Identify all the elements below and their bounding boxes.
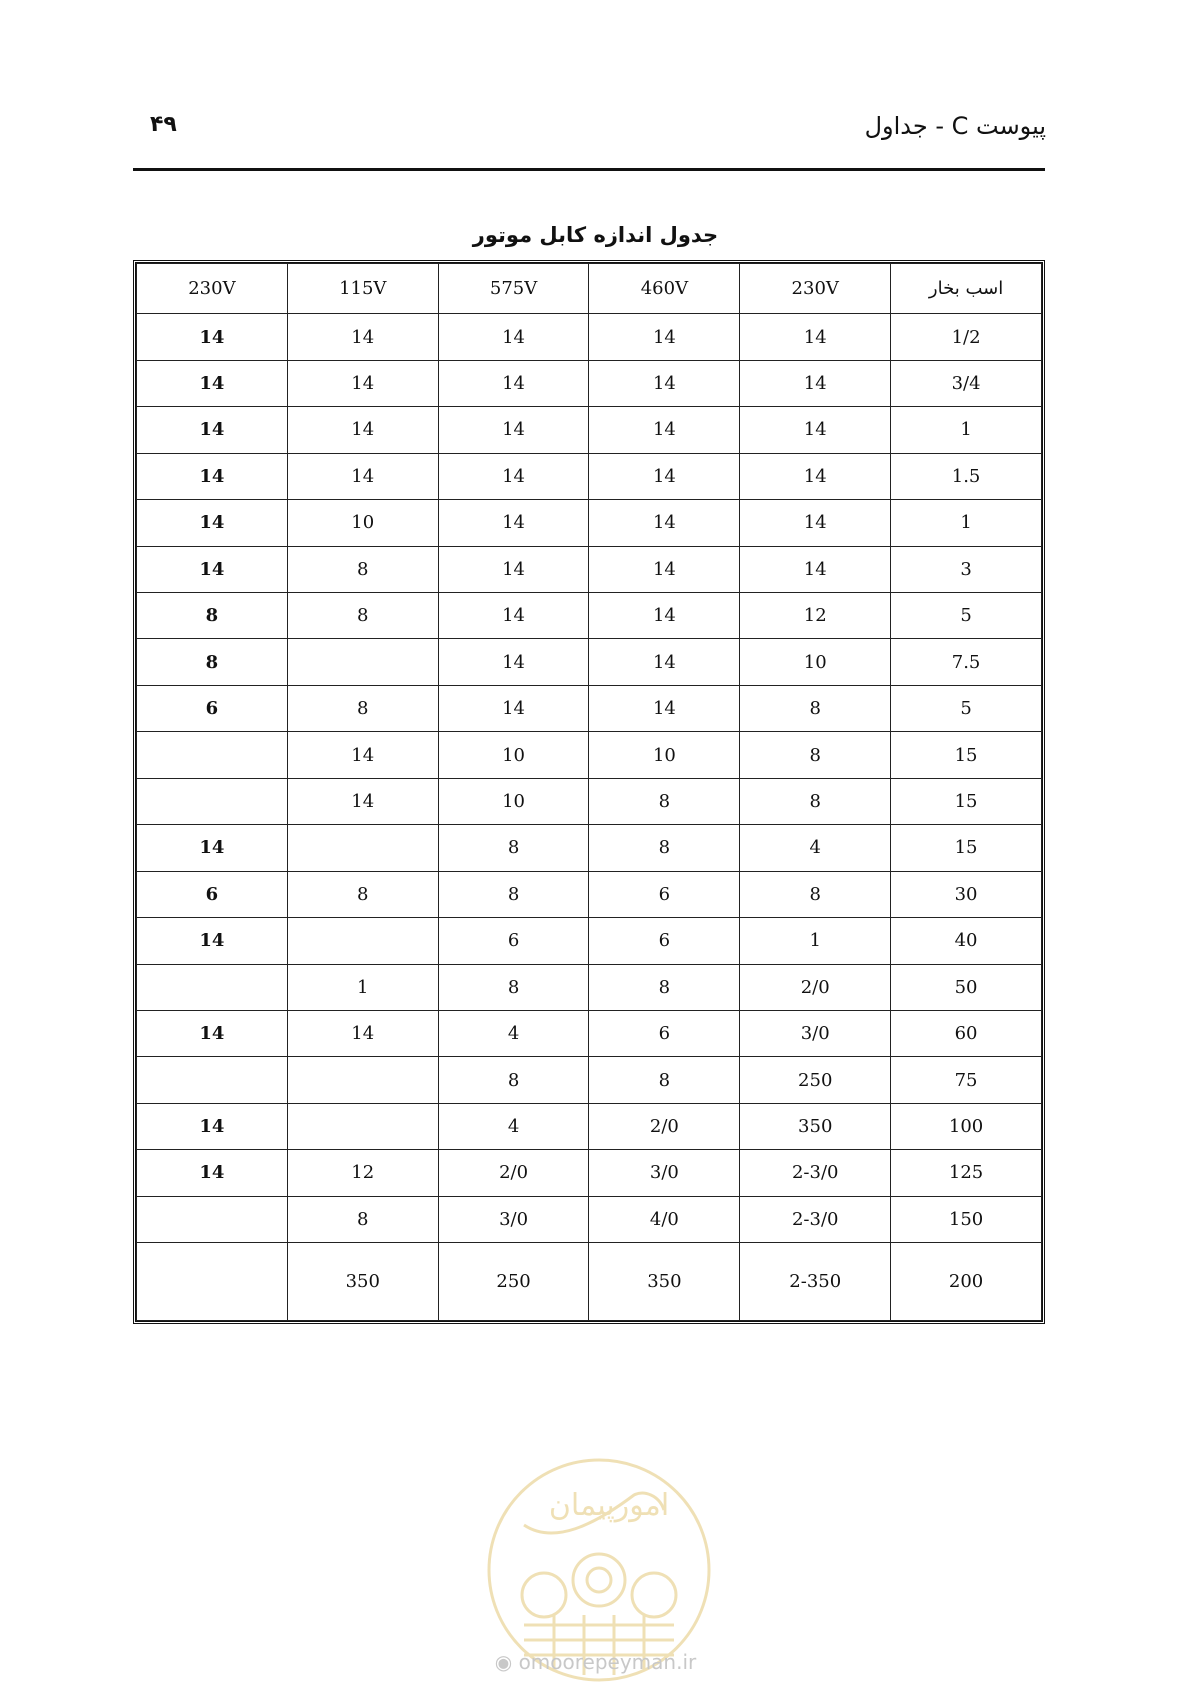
table-cell: 250 (740, 1057, 891, 1103)
table-cell (137, 964, 288, 1010)
table-cell: 3/0 (740, 1010, 891, 1056)
table-row (137, 360, 1042, 406)
table-cell: 8 (287, 593, 438, 639)
page-header-title: پیوست C - جداول (864, 112, 1046, 140)
table-cell: 12 (740, 593, 891, 639)
table-cell: 10 (287, 500, 438, 546)
table-cell: 6 (137, 685, 288, 731)
page-number: ۴۹ (150, 112, 177, 137)
table-cell: 6 (589, 1010, 740, 1056)
table-row (137, 453, 1042, 499)
table-row (137, 314, 1042, 360)
table-cell: 40 (891, 918, 1042, 964)
table-cell: 1 (891, 500, 1042, 546)
table-cell: 14 (740, 314, 891, 360)
table-cell: 14 (740, 546, 891, 592)
table-row (137, 825, 1042, 871)
table-cell: 8 (287, 871, 438, 917)
cable-size-table (136, 263, 1042, 1321)
table-cell: 14 (589, 685, 740, 731)
table-cell: 14 (438, 407, 589, 453)
table-cell (137, 1057, 288, 1103)
table-cell: 8 (589, 964, 740, 1010)
table-row (137, 1243, 1042, 1321)
table-cell (287, 639, 438, 685)
table-cell (137, 732, 288, 778)
table-cell: 8 (589, 778, 740, 824)
table-cell: 14 (740, 360, 891, 406)
table-cell: 2-350 (740, 1243, 891, 1321)
table-cell: 14 (589, 593, 740, 639)
table-cell: 14 (287, 407, 438, 453)
table-cell: 14 (589, 314, 740, 360)
table-cell: 100 (891, 1103, 1042, 1149)
table-cell: 350 (287, 1243, 438, 1321)
table-row (137, 685, 1042, 731)
table-cell: 14 (137, 918, 288, 964)
table-cell: 1 (891, 407, 1042, 453)
table-cell: 8 (438, 825, 589, 871)
table-cell: 6 (589, 918, 740, 964)
table-row (137, 918, 1042, 964)
table-cell: 14 (137, 1103, 288, 1149)
table-cell: 14 (137, 825, 288, 871)
table-cell: 14 (589, 639, 740, 685)
table-cell: 8 (740, 871, 891, 917)
table-cell (287, 1057, 438, 1103)
table-cell: 30 (891, 871, 1042, 917)
table-cell: 14 (287, 360, 438, 406)
table-cell: 350 (589, 1243, 740, 1321)
table-cell: 14 (137, 453, 288, 499)
table-cell: 14 (438, 500, 589, 546)
table-row (137, 732, 1042, 778)
table-cell: 14 (287, 453, 438, 499)
table-cell: 125 (891, 1150, 1042, 1196)
table-cell: 15 (891, 778, 1042, 824)
table-cell: 14 (589, 500, 740, 546)
table-title: جدول اندازه کابل موتور (472, 223, 719, 247)
table-row (137, 778, 1042, 824)
table-cell: 14 (438, 593, 589, 639)
column-header: 230V (137, 264, 288, 314)
table-cell: 4 (740, 825, 891, 871)
table-cell: 75 (891, 1057, 1042, 1103)
table-cell: 14 (589, 546, 740, 592)
table-cell: 2/0 (589, 1103, 740, 1149)
table-cell (287, 825, 438, 871)
table-cell: 14 (589, 360, 740, 406)
table-cell: 8 (438, 964, 589, 1010)
table-row (137, 500, 1042, 546)
table-cell (137, 1196, 288, 1242)
watermark-site-url: omoorepeyman.ir (518, 1650, 697, 1674)
table-cell: 10 (740, 639, 891, 685)
table-row (137, 1057, 1042, 1103)
watermark-logo-text: امورپیمان (548, 1488, 670, 1523)
table-cell: 60 (891, 1010, 1042, 1056)
table-cell: 2/0 (740, 964, 891, 1010)
table-cell: 8 (137, 639, 288, 685)
column-header: اسب بخار (891, 264, 1042, 314)
table-cell: 50 (891, 964, 1042, 1010)
table-cell: 4 (438, 1103, 589, 1149)
table-cell: 14 (438, 453, 589, 499)
table-cell: 8 (287, 1196, 438, 1242)
table-cell: 8 (740, 732, 891, 778)
table-cell: 8 (589, 1057, 740, 1103)
table-cell: 1/2 (891, 314, 1042, 360)
table-cell: 15 (891, 732, 1042, 778)
table-cell: 14 (137, 360, 288, 406)
table-cell: 10 (438, 778, 589, 824)
table-cell: 14 (589, 453, 740, 499)
table-row (137, 407, 1042, 453)
table-cell: 14 (137, 546, 288, 592)
table-row (137, 871, 1042, 917)
table-cell: 14 (137, 500, 288, 546)
table-row (137, 964, 1042, 1010)
table-cell (287, 1103, 438, 1149)
table-cell: 14 (287, 778, 438, 824)
table-cell: 250 (438, 1243, 589, 1321)
table-cell: 14 (137, 1150, 288, 1196)
table-cell: 1 (287, 964, 438, 1010)
table-row (137, 639, 1042, 685)
table-cell: 3 (891, 546, 1042, 592)
table-cell: 3/0 (438, 1196, 589, 1242)
table-cell: 14 (589, 407, 740, 453)
table-row (137, 1010, 1042, 1056)
table-cell: 14 (740, 407, 891, 453)
column-header: 575V (438, 264, 589, 314)
table-cell: 14 (287, 1010, 438, 1056)
table-cell: 3/0 (589, 1150, 740, 1196)
table-cell: 5 (891, 685, 1042, 731)
table-cell: 200 (891, 1243, 1042, 1321)
table-cell (137, 1243, 288, 1321)
table-cell: 8 (438, 1057, 589, 1103)
table-row (137, 593, 1042, 639)
table-cell: 14 (287, 314, 438, 360)
table-cell (137, 778, 288, 824)
header-rule (133, 168, 1045, 171)
cable-size-table-frame (133, 260, 1045, 1324)
table-cell: 4/0 (589, 1196, 740, 1242)
table-cell (287, 918, 438, 964)
table-cell: 6 (137, 871, 288, 917)
table-row (137, 546, 1042, 592)
globe-icon: ◉ (494, 1650, 513, 1674)
column-header: 230V (740, 264, 891, 314)
table-cell: 14 (137, 314, 288, 360)
table-cell: 150 (891, 1196, 1042, 1242)
column-header: 115V (287, 264, 438, 314)
table-cell: 8 (287, 546, 438, 592)
table-cell: 14 (438, 360, 589, 406)
table-cell: 7.5 (891, 639, 1042, 685)
table-cell: 4 (438, 1010, 589, 1056)
table-cell: 14 (287, 732, 438, 778)
table-cell: 6 (438, 918, 589, 964)
table-row (137, 1150, 1042, 1196)
table-cell: 14 (438, 685, 589, 731)
table-cell: 8 (438, 871, 589, 917)
table-cell: 8 (740, 778, 891, 824)
table-cell: 14 (438, 314, 589, 360)
table-cell: 5 (891, 593, 1042, 639)
table-cell: 350 (740, 1103, 891, 1149)
table-cell: 2-3/0 (740, 1196, 891, 1242)
table-row (137, 1103, 1042, 1149)
table-cell: 10 (589, 732, 740, 778)
table-cell: 2-3/0 (740, 1150, 891, 1196)
table-cell: 14 (740, 500, 891, 546)
table-cell: 2/0 (438, 1150, 589, 1196)
column-header: 460V (589, 264, 740, 314)
table-cell: 14 (438, 639, 589, 685)
table-cell: 14 (137, 407, 288, 453)
table-cell: 12 (287, 1150, 438, 1196)
table-header-row (137, 264, 1042, 314)
table-row (137, 1196, 1042, 1242)
table-cell: 3/4 (891, 360, 1042, 406)
table-cell: 8 (287, 685, 438, 731)
watermark-site-text (0, 1650, 1191, 1674)
table-cell: 14 (137, 1010, 288, 1056)
table-cell: 8 (137, 593, 288, 639)
table-cell: 1 (740, 918, 891, 964)
table-cell: 14 (740, 453, 891, 499)
table-cell: 8 (740, 685, 891, 731)
table-cell: 8 (589, 825, 740, 871)
table-cell: 10 (438, 732, 589, 778)
table-cell: 1.5 (891, 453, 1042, 499)
table-cell: 14 (438, 546, 589, 592)
table-cell: 6 (589, 871, 740, 917)
table-cell: 15 (891, 825, 1042, 871)
